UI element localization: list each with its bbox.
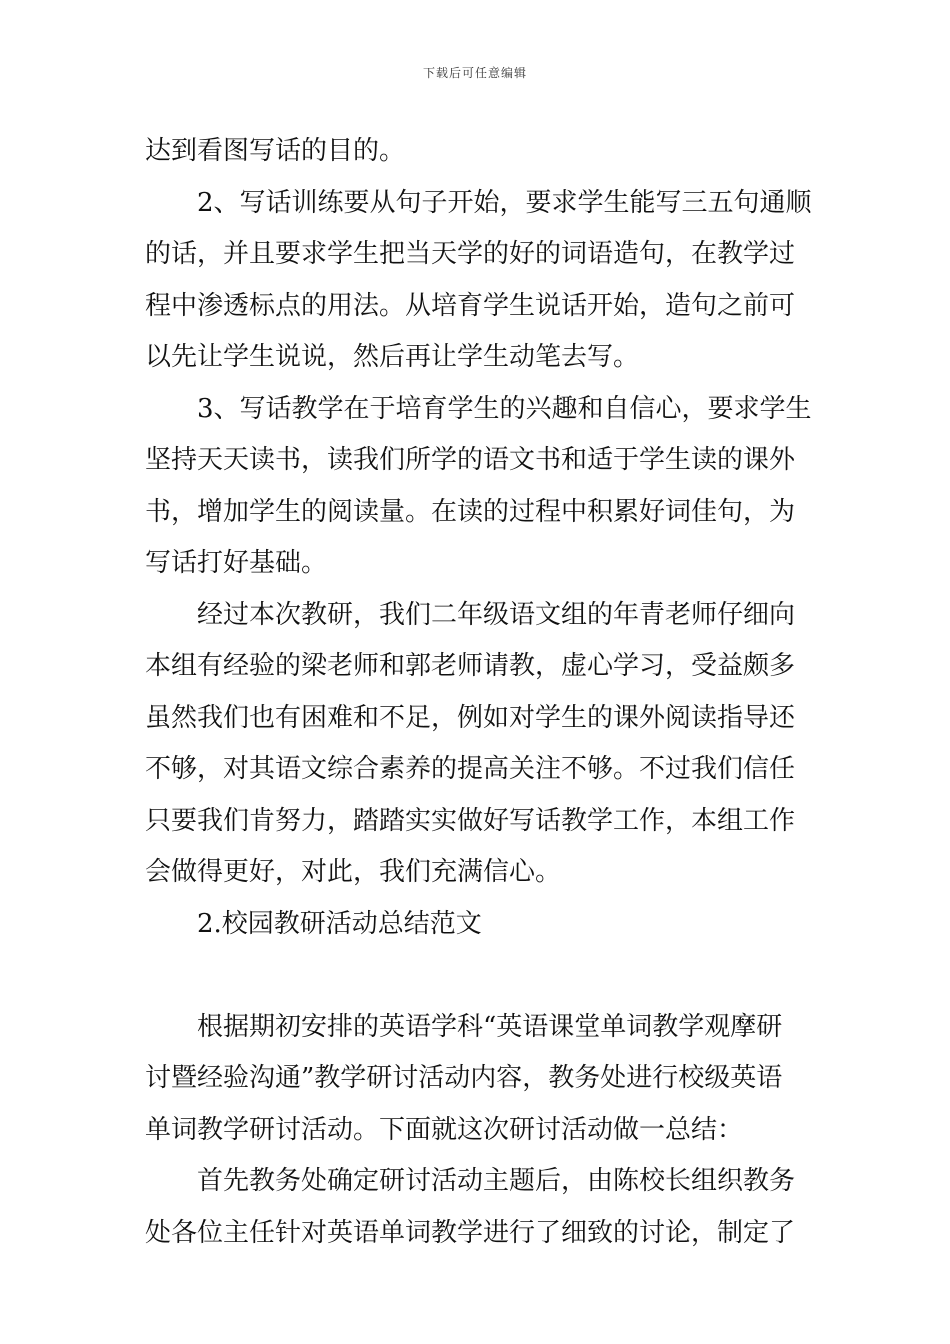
text-line: 根据期初安排的英语学科“英语课堂单词教学观摩研 (197, 1011, 783, 1042)
text-line: 讨暨经验沟通”教学研讨活动内容，教务处进行校级英语 (145, 1063, 783, 1093)
blank-line (145, 950, 809, 1002)
text-line: 以先让学生说说，然后再让学生动笔去写。 (145, 342, 640, 372)
text-line: 虽然我们也有困难和不足，例如对学生的课外阅读指导还 (145, 702, 796, 733)
text-line: 只要我们肯努力，踏踏实实做好写话教学工作，本组工作 (145, 805, 796, 836)
text-line: 处各位主任针对英语单词教学进行了细致的讨论，制定了 (145, 1217, 796, 1248)
text-line: 本组有经验的梁老师和郭老师请教，虚心学习，受益颇多 (145, 651, 796, 681)
text-line: 经过本次教研，我们二年级语文组的年青老师仔细向 (197, 599, 796, 630)
text-line: 2.校园教研活动总结范文 (197, 908, 482, 939)
page-header: 下载后可任意编辑 (422, 66, 527, 80)
text-line: 3、写话教学在于培育学生的兴趣和自信心，要求学生 (197, 393, 812, 424)
text-line: 的话，并且要求学生把当天学的好的词语造句，在教学过 (145, 239, 796, 269)
text-line: 会做得更好，对此，我们充满信心。 (145, 857, 562, 887)
text-line: 单词教学研讨活动。下面就这次研讨活动做一总结： (145, 1114, 744, 1145)
text-line: 不够，对其语文综合素养的提高关注不够。不过我们信任 (145, 754, 796, 784)
text-line: 书，增加学生的阅读量。在读的过程中积累好词佳句，为 (145, 496, 796, 527)
text-line: 2、写话训练要从句子开始，要求学生能写三五句通顺 (197, 187, 812, 218)
document-body (145, 126, 812, 1259)
text-line: 坚持天天读书，读我们所学的语文书和适于学生读的课外 (145, 445, 796, 475)
text-line: 达到看图写话的目的。 (145, 136, 406, 166)
text-line: 首先教务处确定研讨活动主题后，由陈校长组织教务 (197, 1166, 796, 1196)
text-line: 程中渗透标点的用法。从培育学生说话开始，造句之前可 (145, 290, 796, 321)
text-line: 写话打好基础。 (145, 548, 328, 578)
